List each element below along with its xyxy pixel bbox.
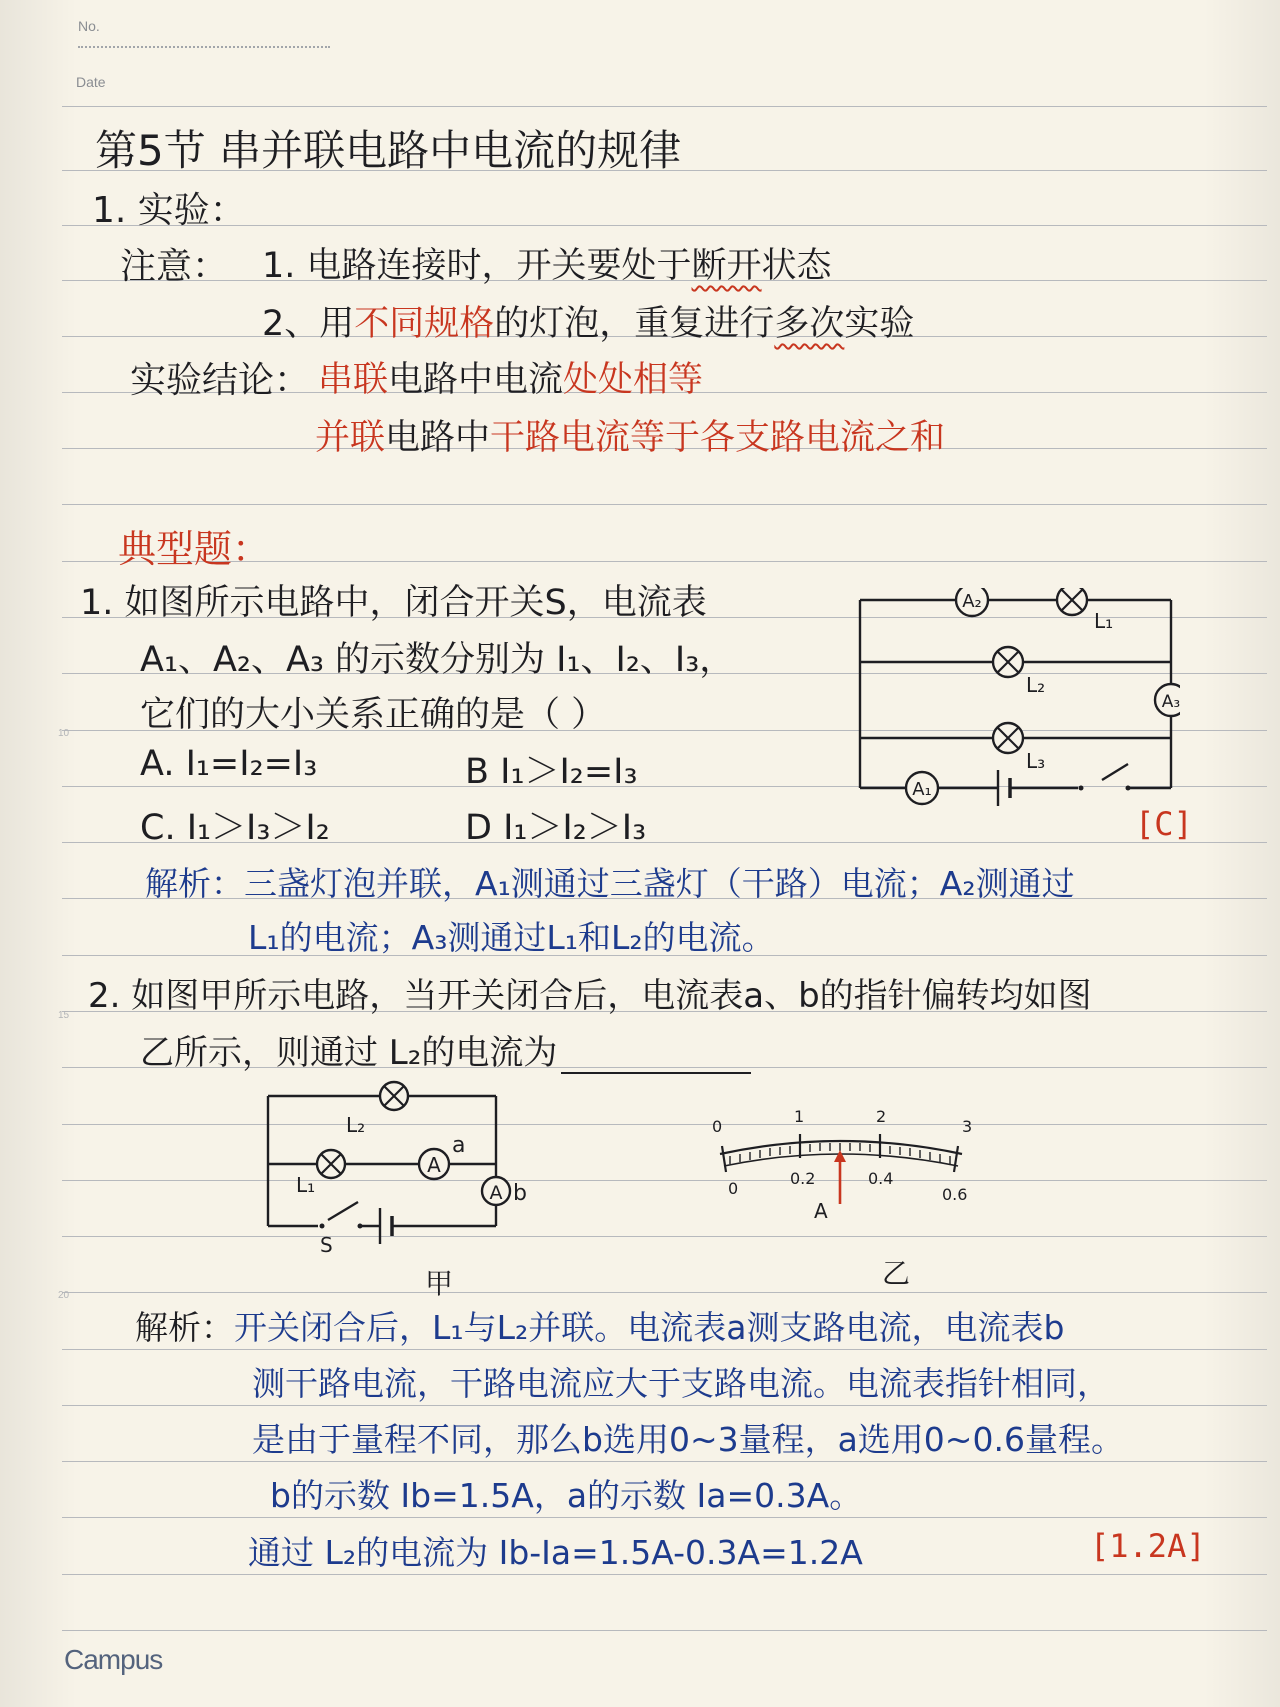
rule-line <box>62 1517 1267 1518</box>
notes-label: 注意： <box>120 246 229 287</box>
page-title: 第5节 串并联电路中电流的规律 <box>95 126 682 175</box>
dial-top-tick-2: 2 <box>876 1107 887 1126</box>
brand-logo: Campus <box>64 1644 163 1675</box>
q2-ammeter-b <box>482 1177 510 1205</box>
q2-line-2 <box>140 1025 751 1074</box>
dial-bottom-tick-3: 0.6 <box>942 1185 968 1204</box>
q1-option-c: C. I₁＞I₃＞I₂ <box>140 808 330 848</box>
q2-switch-symbol <box>320 1224 325 1229</box>
q2-ammeter-a <box>419 1149 449 1179</box>
dial-unit: A <box>814 1199 828 1223</box>
no-dotted-line <box>78 46 330 48</box>
rule-line <box>62 1574 1267 1575</box>
conclusion-2-a: 并联 <box>315 418 386 458</box>
lamp-l3 <box>993 723 1023 753</box>
rule-line <box>62 1124 1267 1125</box>
dial-top-tick-3: 3 <box>962 1117 973 1136</box>
rule-line <box>62 1349 1267 1350</box>
ammeter-dial-diagram <box>690 1092 990 1232</box>
dial-bottom-tick-2: 0.4 <box>868 1169 894 1188</box>
rule-line <box>62 504 1267 505</box>
q2-analysis-line-2: 测干路电流，干路电流应大于支路电流。电流表指针相同， <box>252 1364 1110 1403</box>
lamp-l1 <box>1057 588 1087 615</box>
rule-line <box>62 1461 1267 1462</box>
ammeter-a2 <box>956 588 988 616</box>
dial-bottom-tick-0: 0 <box>728 1179 739 1198</box>
q1-line-2: A₁、A₂、A₃ 的示数分别为 I₁、I₂、I₃， <box>140 640 735 680</box>
note-2-mid: 的灯泡，重复进行 <box>494 304 775 344</box>
q1-analysis-text-1: 三盏灯泡并联，A₁测通过三盏灯（干路）电流；A₂测通过 <box>244 864 1075 903</box>
dial-bottom-tick-1: 0.2 <box>790 1169 816 1188</box>
experiment-heading: 1. 实验： <box>92 190 246 231</box>
conclusion-label: 实验结论： <box>130 360 311 401</box>
lamp-l2-label: L₂ <box>1026 673 1046 697</box>
rule-line <box>62 1630 1267 1631</box>
q1-answer: [C] <box>1135 805 1193 843</box>
margin-number: 10 <box>58 728 70 739</box>
q2-ammeter-a-label: a <box>452 1133 466 1158</box>
q2-analysis-line-5: 通过 L₂的电流为 Ib-Ia=1.5A-0.3A=1.2A <box>248 1533 863 1572</box>
rule-line <box>62 1405 1267 1406</box>
margin-number: 20 <box>58 1290 70 1301</box>
note-1 <box>262 238 832 288</box>
conclusion-1-a: 串联 <box>318 360 389 400</box>
q2-line-1: 2. 如图甲所示电路，当开关闭合后，电流表a、b的指针偏转均如图 <box>88 976 1092 1016</box>
conclusion-2-b: 电路中 <box>385 418 491 458</box>
ammeter-a3 <box>1155 684 1180 716</box>
rule-line <box>62 1236 1267 1237</box>
battery-symbol <box>998 770 1010 806</box>
figure-jia-label: 甲 <box>425 1267 454 1300</box>
note-1-post: 状态 <box>761 246 832 286</box>
note-2-post: 实验 <box>844 304 915 344</box>
rule-line <box>62 106 1267 107</box>
q2-lamp-l2 <box>380 1082 408 1110</box>
date-label: Date <box>76 74 106 90</box>
q1-option-b: B I₁＞I₂=I₃ <box>465 752 638 792</box>
rule-line <box>62 1292 1267 1293</box>
ammeter-a1 <box>906 772 938 804</box>
note-1-highlight: 断开 <box>691 246 762 286</box>
conclusion-1-c: 处处相等 <box>563 360 704 400</box>
q1-circuit-diagram <box>850 588 1180 820</box>
q2-lamp-l1 <box>317 1150 345 1178</box>
note-2-pre: 2、用 <box>262 304 355 344</box>
lamp-l1-label: L₁ <box>1094 609 1114 633</box>
conclusion-1-b: 电路中电流 <box>388 360 564 400</box>
figure-yi-label: 乙 <box>882 1257 911 1290</box>
q1-line-1: 1. 如图所示电路中，闭合开关S，电流表 <box>80 583 707 623</box>
q2-switch-contact <box>358 1224 363 1229</box>
conclusion-1 <box>318 352 703 402</box>
q2-analysis-label: 解析： <box>135 1308 234 1347</box>
q2-lamp-l2-label: L₂ <box>346 1113 366 1137</box>
q2-analysis-text-1: 开关闭合后，L₁与L₂并联。电流表a测支路电流，电流表b <box>234 1308 1065 1347</box>
note-2-highlight-2: 多次 <box>774 304 845 344</box>
note-2-highlight: 不同规格 <box>354 304 495 344</box>
q2-ammeter-b-symbol: A <box>489 1182 503 1204</box>
conclusion-2 <box>315 410 945 460</box>
typical-heading: 典型题： <box>118 527 271 571</box>
dial-top-tick-0: 0 <box>712 1117 723 1136</box>
q2-battery-symbol <box>380 1208 392 1244</box>
dial-needle-arrow <box>834 1150 846 1162</box>
q2-analysis-line-3: 是由于量程不同，那么b选用0~3量程，a选用0~0.6量程。 <box>252 1420 1124 1459</box>
dial-top-tick-1: 1 <box>794 1107 805 1126</box>
conclusion-2-c: 干路电流等于各支路电流之和 <box>490 418 946 458</box>
ammeter-a2-label: A₂ <box>962 591 982 612</box>
q1-line-3: 它们的大小关系正确的是（ ） <box>140 695 607 735</box>
q2-line-2-text: 乙所示，则通过 L₂的电流为 <box>140 1033 558 1073</box>
switch-symbol <box>1079 786 1131 791</box>
lamp-l2 <box>993 647 1023 677</box>
q1-analysis-label: 解析： <box>145 864 244 903</box>
q2-analysis-line-1 <box>135 1302 1064 1349</box>
no-label: No. <box>78 18 100 34</box>
q2-ammeter-b-label: b <box>513 1181 527 1206</box>
q1-analysis-line-2: L₁的电流；A₃测通过L₁和L₂的电流。 <box>248 918 775 957</box>
q2-answer: [1.2A] <box>1090 1527 1206 1565</box>
margin-number: 15 <box>58 1010 70 1021</box>
q1-option-a: A. I₁=I₂=I₃ <box>140 744 318 784</box>
lamp-l3-label: L₃ <box>1026 749 1046 773</box>
q2-ammeter-a-symbol: A <box>427 1153 441 1177</box>
note-2 <box>262 296 914 346</box>
note-1-pre: 1. 电路连接时，开关要处于 <box>262 246 692 286</box>
q2-analysis-line-4: b的示数 Ib=1.5A，a的示数 Ia=0.3A。 <box>270 1476 863 1515</box>
rule-line <box>62 1180 1267 1181</box>
q1-analysis-line-1 <box>145 858 1075 905</box>
q2-switch-label: S <box>320 1233 333 1257</box>
q2-lamp-l1-label: L₁ <box>296 1173 316 1197</box>
q2-answer-blank <box>561 1071 751 1074</box>
ammeter-a1-label: A₁ <box>912 779 932 800</box>
q2-circuit-diagram <box>250 1080 550 1270</box>
q1-option-d: D I₁＞I₂＞I₃ <box>465 808 647 848</box>
ammeter-a3-label: A₃ <box>1161 692 1180 712</box>
